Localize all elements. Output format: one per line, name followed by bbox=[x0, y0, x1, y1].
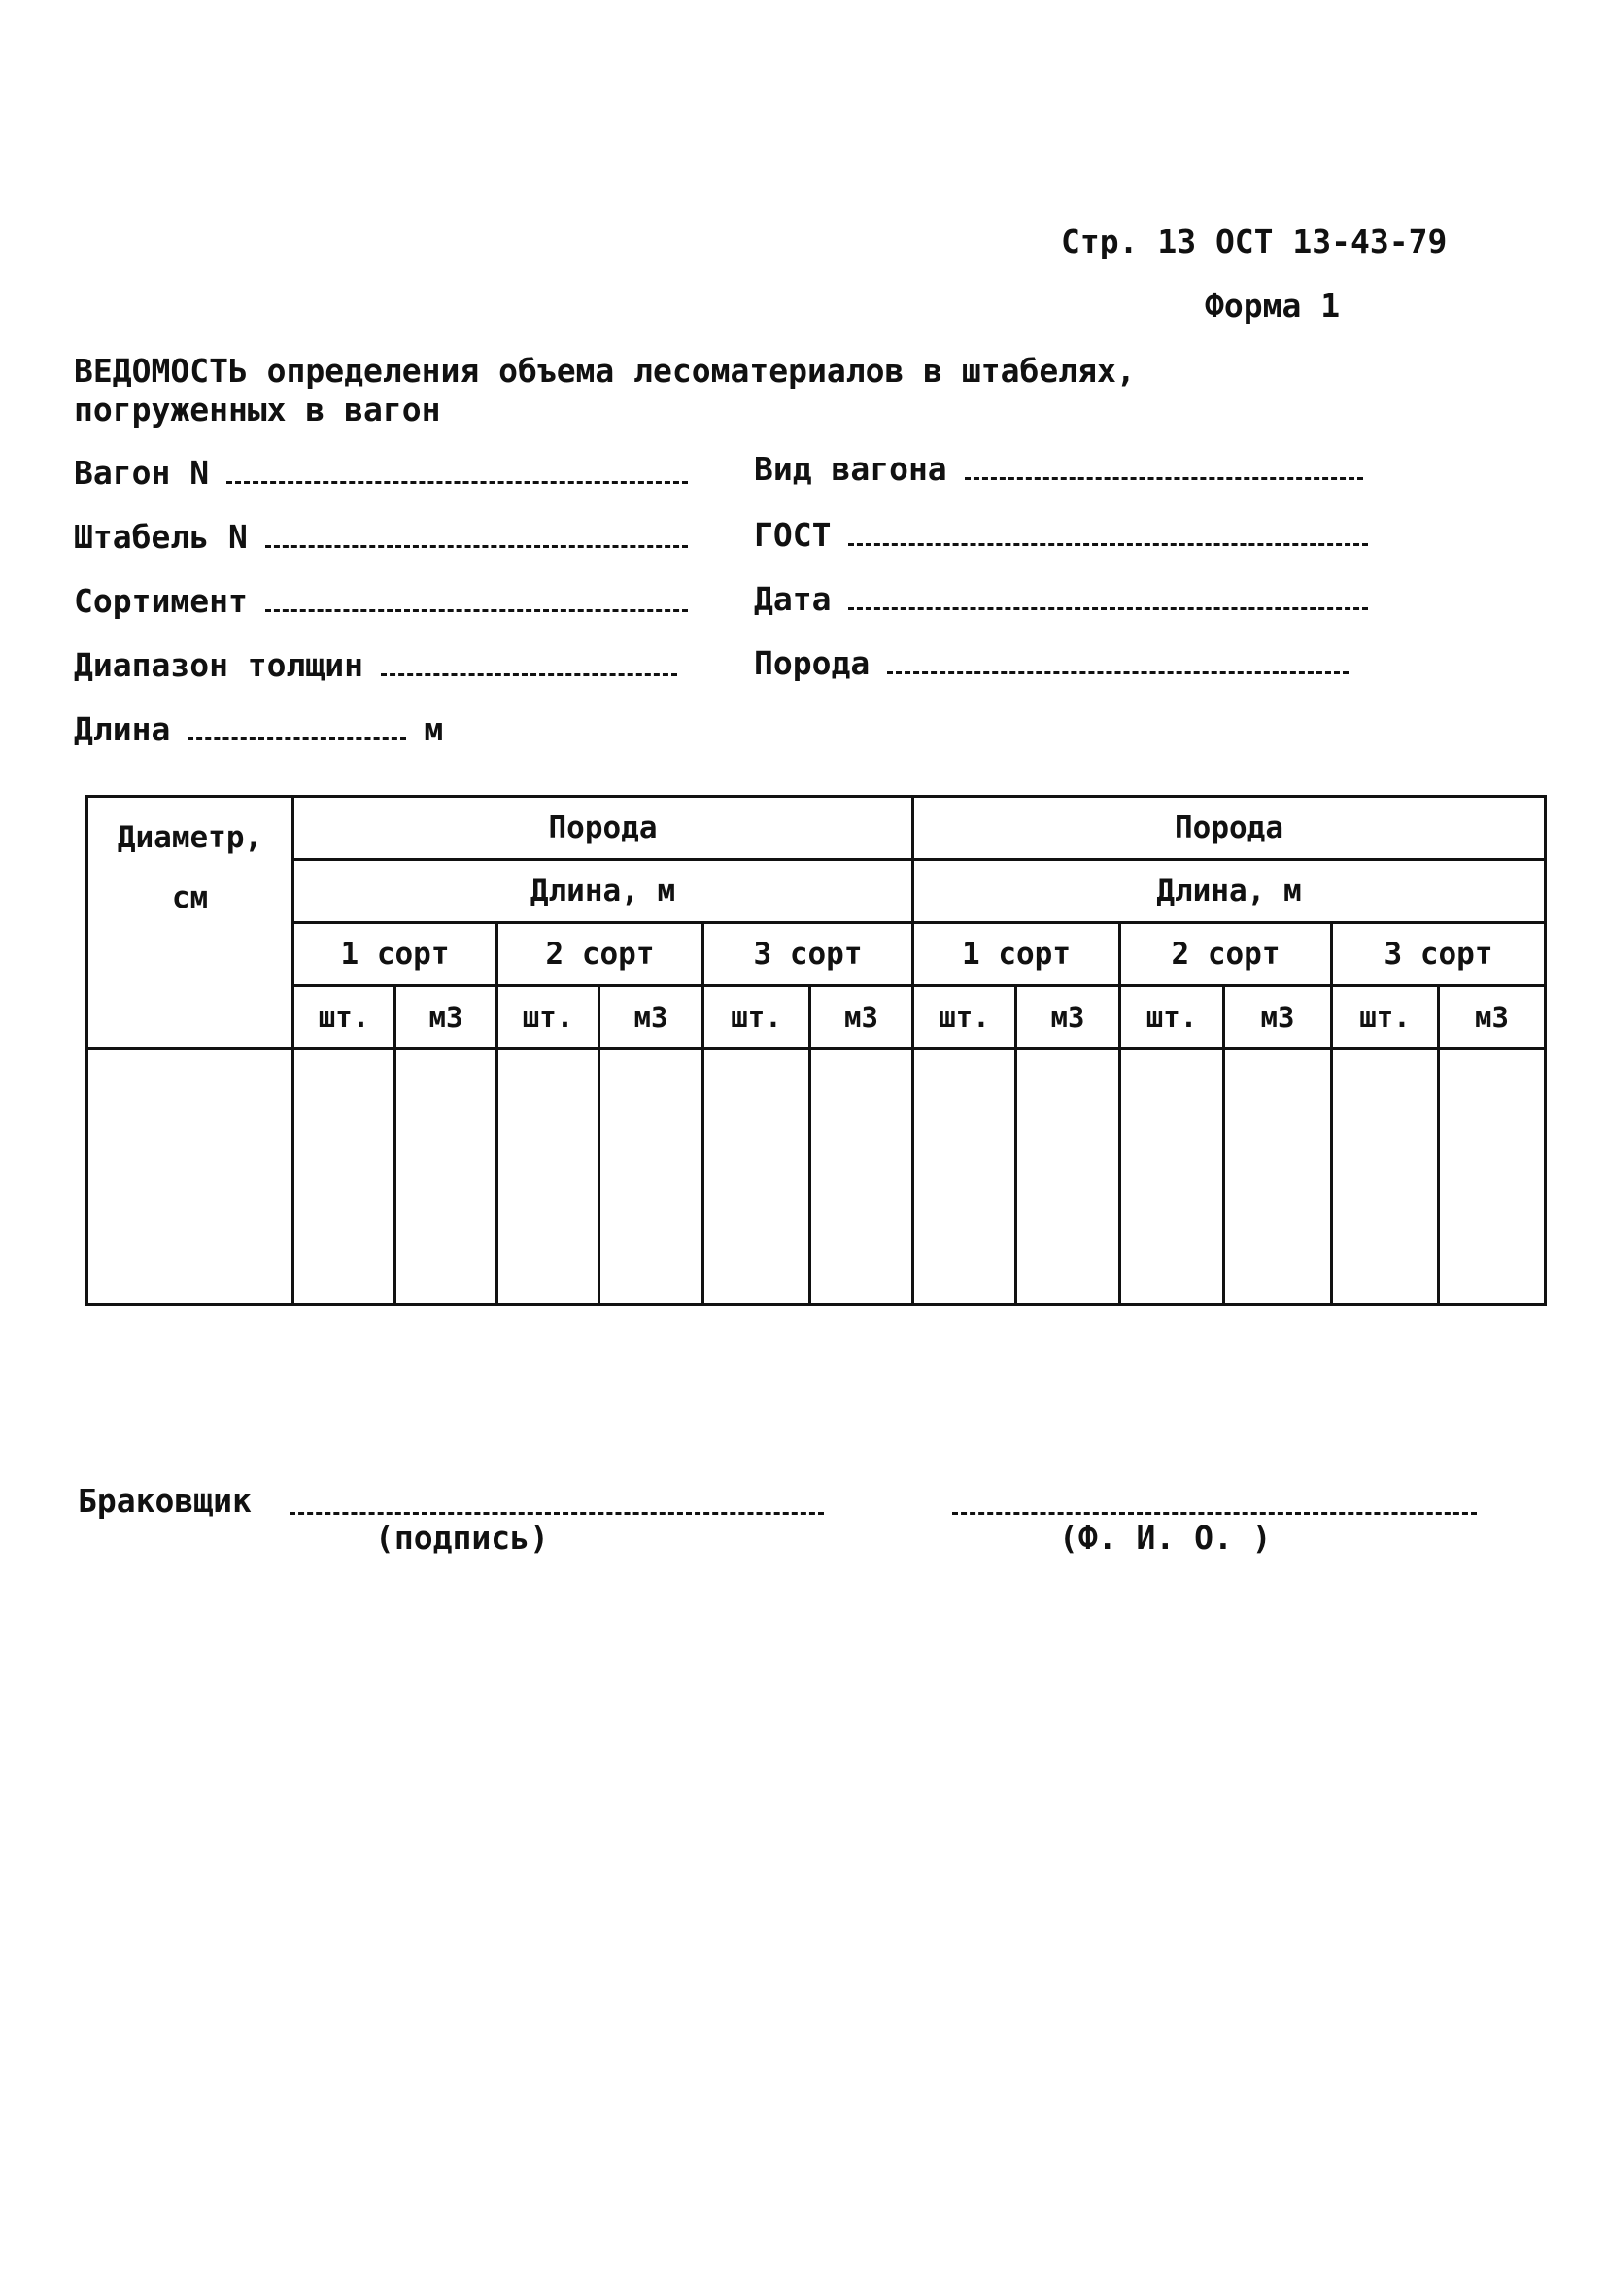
gost-field[interactable] bbox=[754, 515, 1368, 554]
form-number: Форма 1 bbox=[1205, 287, 1341, 325]
inspector-label: Браковщик bbox=[78, 1482, 252, 1520]
volume-header: м3 bbox=[1439, 986, 1546, 1049]
table-cell[interactable] bbox=[599, 1049, 703, 1305]
length-header-1: Длина, м bbox=[293, 860, 913, 923]
wagon-type-field[interactable] bbox=[754, 449, 1363, 488]
length-field[interactable] bbox=[74, 709, 443, 748]
wagon-number-field[interactable] bbox=[74, 453, 688, 492]
wagon-number-line[interactable] bbox=[226, 481, 688, 484]
length-header-2: Длина, м bbox=[913, 860, 1546, 923]
volume-header: м3 bbox=[599, 986, 703, 1049]
gost-label: ГОСТ bbox=[754, 516, 832, 554]
table-cell[interactable] bbox=[293, 1049, 395, 1305]
thickness-range-field[interactable] bbox=[74, 645, 677, 684]
title-line-1: ВЕДОМОСТЬ определения объема лесоматериалов в штабелях, bbox=[74, 352, 1136, 390]
diameter-header bbox=[87, 797, 293, 1049]
table-cell[interactable] bbox=[1332, 1049, 1439, 1305]
thickness-range-line[interactable] bbox=[381, 673, 677, 676]
assortment-label: Сортимент bbox=[74, 582, 248, 620]
stack-number-field[interactable] bbox=[74, 517, 688, 556]
volume-header: м3 bbox=[1224, 986, 1332, 1049]
diameter-label: Диаметр, bbox=[117, 820, 263, 855]
grade-header: 2 сорт bbox=[497, 923, 703, 986]
date-line[interactable] bbox=[848, 607, 1368, 610]
length-unit: м bbox=[424, 710, 444, 748]
count-header: шт. bbox=[703, 986, 810, 1049]
table-cell[interactable] bbox=[810, 1049, 913, 1305]
volume-header: м3 bbox=[810, 986, 913, 1049]
table-cell[interactable] bbox=[1016, 1049, 1120, 1305]
length-label: Длина bbox=[74, 710, 171, 748]
table-cell[interactable] bbox=[1120, 1049, 1224, 1305]
volume-header: м3 bbox=[1016, 986, 1120, 1049]
table-cell[interactable] bbox=[1439, 1049, 1546, 1305]
stack-number-line[interactable] bbox=[265, 545, 688, 548]
wagon-number-label: Вагон N bbox=[74, 454, 210, 492]
signature-line[interactable] bbox=[290, 1512, 824, 1515]
volume-header: м3 bbox=[395, 986, 497, 1049]
grade-header: 3 сорт bbox=[703, 923, 913, 986]
diameter-unit: см bbox=[171, 880, 209, 915]
grade-header: 1 сорт bbox=[293, 923, 497, 986]
grade-header: 1 сорт bbox=[913, 923, 1120, 986]
wagon-type-line[interactable] bbox=[965, 477, 1363, 480]
species-line[interactable] bbox=[887, 671, 1349, 674]
thickness-range-label: Диапазон толщин bbox=[74, 646, 364, 684]
grade-header: 3 сорт bbox=[1332, 923, 1546, 986]
table-cell[interactable] bbox=[1224, 1049, 1332, 1305]
volume-table bbox=[85, 795, 1547, 1306]
stack-number-label: Штабель N bbox=[74, 518, 248, 556]
title-line-2: погруженных в вагон bbox=[74, 391, 441, 428]
table-cell[interactable] bbox=[87, 1049, 293, 1305]
table-cell[interactable] bbox=[497, 1049, 599, 1305]
length-line[interactable] bbox=[188, 737, 406, 740]
date-field[interactable] bbox=[754, 579, 1368, 618]
count-header: шт. bbox=[913, 986, 1016, 1049]
document-title bbox=[74, 352, 1136, 429]
gost-line[interactable] bbox=[848, 543, 1368, 546]
table-cell[interactable] bbox=[703, 1049, 810, 1305]
count-header: шт. bbox=[1120, 986, 1224, 1049]
table-cell[interactable] bbox=[913, 1049, 1016, 1305]
count-header: шт. bbox=[293, 986, 395, 1049]
species-header-2: Порода bbox=[913, 797, 1546, 860]
table-cell[interactable] bbox=[395, 1049, 497, 1305]
count-header: шт. bbox=[1332, 986, 1439, 1049]
species-label: Порода bbox=[754, 644, 871, 682]
species-header-1: Порода bbox=[293, 797, 913, 860]
grade-header: 2 сорт bbox=[1120, 923, 1332, 986]
assortment-field[interactable] bbox=[74, 581, 688, 620]
species-field[interactable] bbox=[754, 643, 1349, 682]
wagon-type-label: Вид вагона bbox=[754, 450, 947, 488]
assortment-line[interactable] bbox=[265, 609, 688, 612]
date-label: Дата bbox=[754, 580, 832, 618]
full-name-caption: (Ф. И. О. ) bbox=[1059, 1519, 1272, 1557]
signature-caption: (подпись) bbox=[375, 1519, 549, 1557]
full-name-line[interactable] bbox=[952, 1512, 1477, 1515]
count-header: шт. bbox=[497, 986, 599, 1049]
page-reference: Стр. 13 ОСТ 13-43-79 bbox=[1061, 223, 1448, 260]
